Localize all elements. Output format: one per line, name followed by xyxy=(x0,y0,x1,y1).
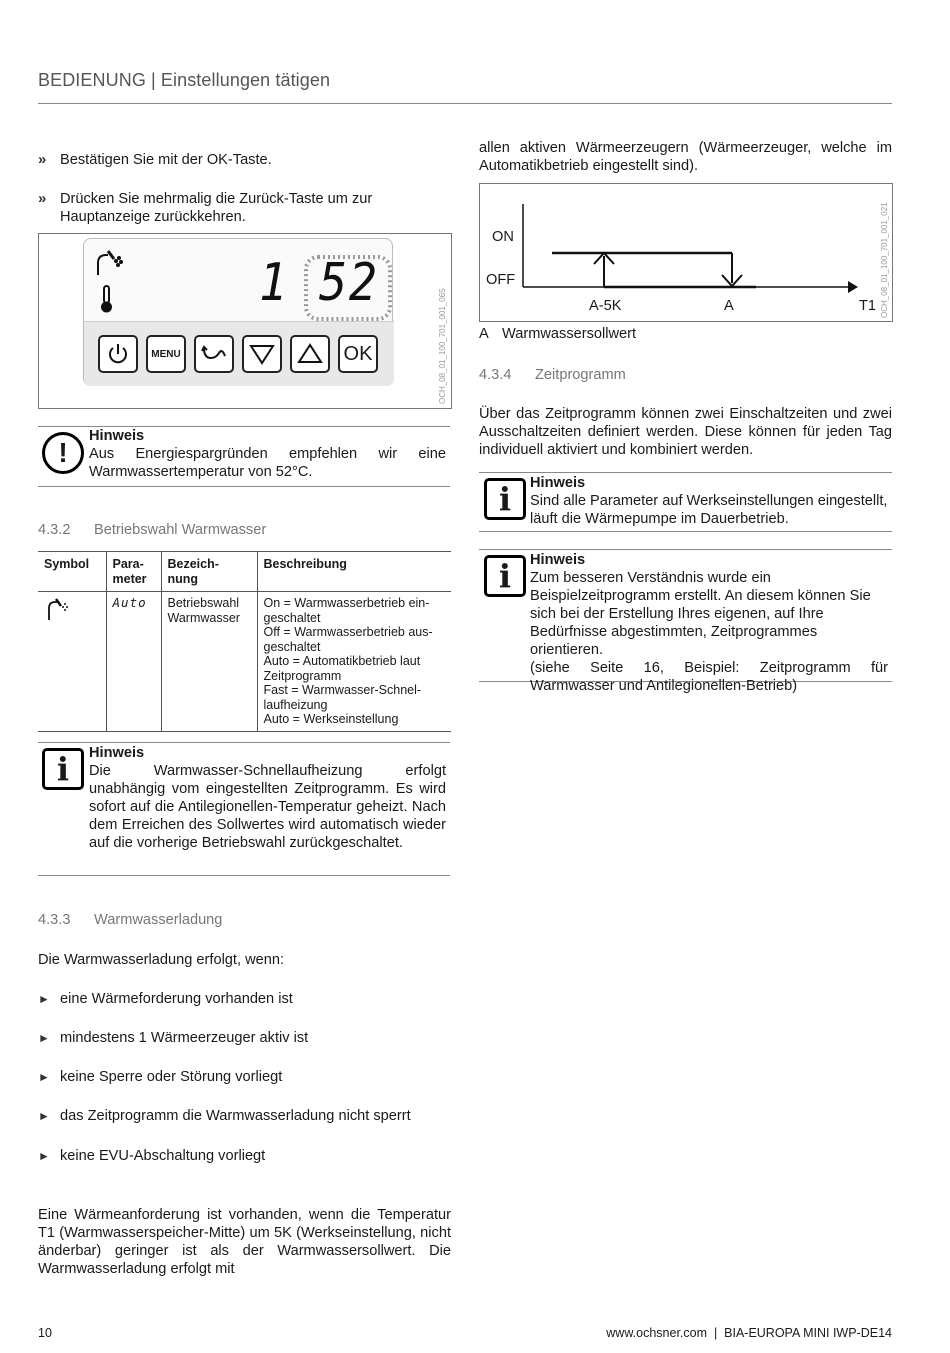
shower-icon xyxy=(98,251,122,275)
triangle-bullet-icon: ► xyxy=(38,1149,50,1163)
continuation-text: allen aktiven Wärmeerzeugern (Wärmeerzeuger, welche im Automatikbetrieb eingestellt sind). xyxy=(479,140,892,174)
image-code: OCH_08_01_100_701_001_065 xyxy=(438,288,447,404)
note-body: Zum besseren Verständnis wurde ein Beispielzeitprogramm erstellt. An diesem können Sie sich bei der Erstellung Ihres eigenen, auf Ihre Bedürfnisse abgestimmten, Zeitprogrammes orientieren. xyxy=(530,570,871,658)
parameter-table xyxy=(38,551,451,732)
step-text: Bestätigen Sie mit der OK-Taste. xyxy=(60,152,272,168)
note-reference: (siehe Seite 16, Beispiel: Zeitprogramm für Warmwasser und Antilegionellen-Betrieb) xyxy=(530,660,888,694)
hysteresis-chart xyxy=(480,184,880,323)
cell-symbol xyxy=(38,592,106,731)
col-header-description: Beschreibung xyxy=(257,552,451,592)
table-row xyxy=(38,592,451,731)
list-item: ► das Zeitprogramm die Warmwasserladung nicht sperrt xyxy=(38,1108,411,1124)
info-icon: i xyxy=(42,748,84,790)
up-button[interactable] xyxy=(290,335,330,373)
page-header-title: BEDIENUNG | Einstellungen tätigen xyxy=(38,70,331,90)
image-code: OCH_08_01_100_701_001_021 xyxy=(880,202,889,318)
controller-panel xyxy=(83,238,393,386)
cell-description: On = Warmwasserbetrieb ein- geschaltet Off = Warmwasserbetrieb aus- geschaltet Auto = Automatikbetrieb laut Zeitprogramm Fast = Warmwasser-Schnel- laufheizung Auto = Werkseinstellung xyxy=(257,592,451,731)
note-title: Hinweis xyxy=(89,428,145,444)
conditions-list xyxy=(38,990,450,1165)
section-heading-4-3-2 xyxy=(38,522,266,538)
note-energy xyxy=(38,426,450,487)
back-arrow-icon xyxy=(201,344,227,364)
note-example-program xyxy=(479,549,892,694)
section-heading-4-3-3 xyxy=(38,912,222,928)
display-digits: 1 52 xyxy=(259,253,379,313)
controller-display-figure xyxy=(38,233,452,409)
warning-icon: ! xyxy=(42,432,84,474)
triangle-down-icon xyxy=(249,343,275,365)
note-title: Hinweis xyxy=(89,745,145,761)
col-header-parameter: Para- meter xyxy=(106,552,161,592)
footer-reference: www.ochsner.com | BIA-EUROPA MINI IWP-DE14 xyxy=(606,1326,892,1340)
section-number: 4.3.2 xyxy=(38,522,71,538)
off-label: OFF xyxy=(486,272,516,288)
triangle-bullet-icon: ► xyxy=(38,1070,50,1084)
section-heading-4-3-4 xyxy=(479,367,626,383)
page-number: 10 xyxy=(38,1326,52,1340)
hysteresis-diagram xyxy=(479,183,893,322)
list-item: ► keine Sperre oder Störung vorliegt xyxy=(38,1069,283,1085)
demand-paragraph: Eine Wärmeanforderung ist vorhanden, wenn die Temperatur T1 (Warmwasserspeicher-Mitte) um 5K (Werkseinstellung, nicht änderbar) geringer ist als der Warmwassersollwert. Die Warmwasserladung erfolgt mit xyxy=(38,1207,451,1277)
section-number: 4.3.3 xyxy=(38,912,71,928)
power-icon xyxy=(106,342,130,366)
note-factory-settings xyxy=(479,472,892,532)
legend-key: A xyxy=(479,326,489,342)
intro-text: Die Warmwasserladung erfolgt, wenn: xyxy=(38,952,285,968)
steps-list xyxy=(38,151,450,226)
double-chevron-icon: » xyxy=(38,190,47,207)
note-title: Hinweis xyxy=(530,552,586,568)
col-header-symbol: Symbol xyxy=(38,552,106,592)
note-title: Hinweis xyxy=(530,475,586,491)
back-button[interactable] xyxy=(194,335,234,373)
note-body: Aus Energiespargründen empfehlen wir eine Warmwassertemperatur von 52°C. xyxy=(89,446,446,480)
step-text: Drücken Sie mehrmalig die Zurück-Taste um zur Hauptanzeige zurückkehren. xyxy=(60,191,373,225)
triangle-bullet-icon: ► xyxy=(38,1031,50,1045)
list-item: ► keine EVU-Abschaltung vorliegt xyxy=(38,1148,266,1164)
section-title: Betriebswahl Warmwasser xyxy=(94,522,267,538)
menu-button[interactable]: MENU xyxy=(146,335,186,373)
time-program-paragraph: Über das Zeitprogramm können zwei Einschaltzeiten und zwei Ausschaltzeiten definiert werden. Diese können für jeden Tag individuell aktiviert und kombiniert werden. xyxy=(479,406,892,458)
step-item xyxy=(38,151,450,169)
list-item: ► mindestens 1 Wärmeerzeuger aktiv ist xyxy=(38,1030,309,1046)
diagram-legend xyxy=(479,325,636,343)
header-rule xyxy=(38,103,892,104)
thermometer-icon xyxy=(102,286,111,312)
x-label-a: A xyxy=(724,298,734,314)
list-item: ► eine Wärmeforderung vorhanden ist xyxy=(38,991,293,1007)
cell-parameter: Auto xyxy=(106,592,161,731)
section-title: Zeitprogramm xyxy=(535,367,626,383)
shower-icon xyxy=(44,596,68,622)
note-body: Sind alle Parameter auf Werkseinstellungen eingestellt, läuft die Wärmepumpe im Dauerbetrieb. xyxy=(530,493,888,527)
section-title: Warmwasserladung xyxy=(94,912,223,928)
info-icon: i xyxy=(484,555,526,597)
col-header-name: Bezeich- nung xyxy=(161,552,257,592)
double-chevron-icon: » xyxy=(38,151,47,168)
legend-text: Warmwassersollwert xyxy=(502,326,637,342)
x-label-t1: T1 xyxy=(859,298,877,314)
on-label: ON xyxy=(492,229,514,245)
triangle-bullet-icon: ► xyxy=(38,1109,50,1123)
ok-button[interactable]: OK xyxy=(338,335,378,373)
step-item xyxy=(38,190,450,226)
note-quick-heating xyxy=(38,742,450,876)
cell-name: Betriebswahl Warmwasser xyxy=(161,592,257,731)
down-button[interactable] xyxy=(242,335,282,373)
info-icon: i xyxy=(484,478,526,520)
note-body: Die Warmwasser-Schnellaufheizung erfolgt unabhängig vom eingestellten Zeitprogramm. Es wird sofort auf die Antilegionellen-Temperatur geheizt. Nach dem Erreichen des Sollwertes wird automatisch wieder auf die vorherige Betriebswahl zurückgeschaltet. xyxy=(89,763,446,851)
triangle-up-icon xyxy=(297,343,323,365)
x-label-a-5k: A-5K xyxy=(589,298,622,314)
power-button[interactable] xyxy=(98,335,138,373)
section-number: 4.3.4 xyxy=(479,367,512,383)
triangle-bullet-icon: ► xyxy=(38,992,50,1006)
